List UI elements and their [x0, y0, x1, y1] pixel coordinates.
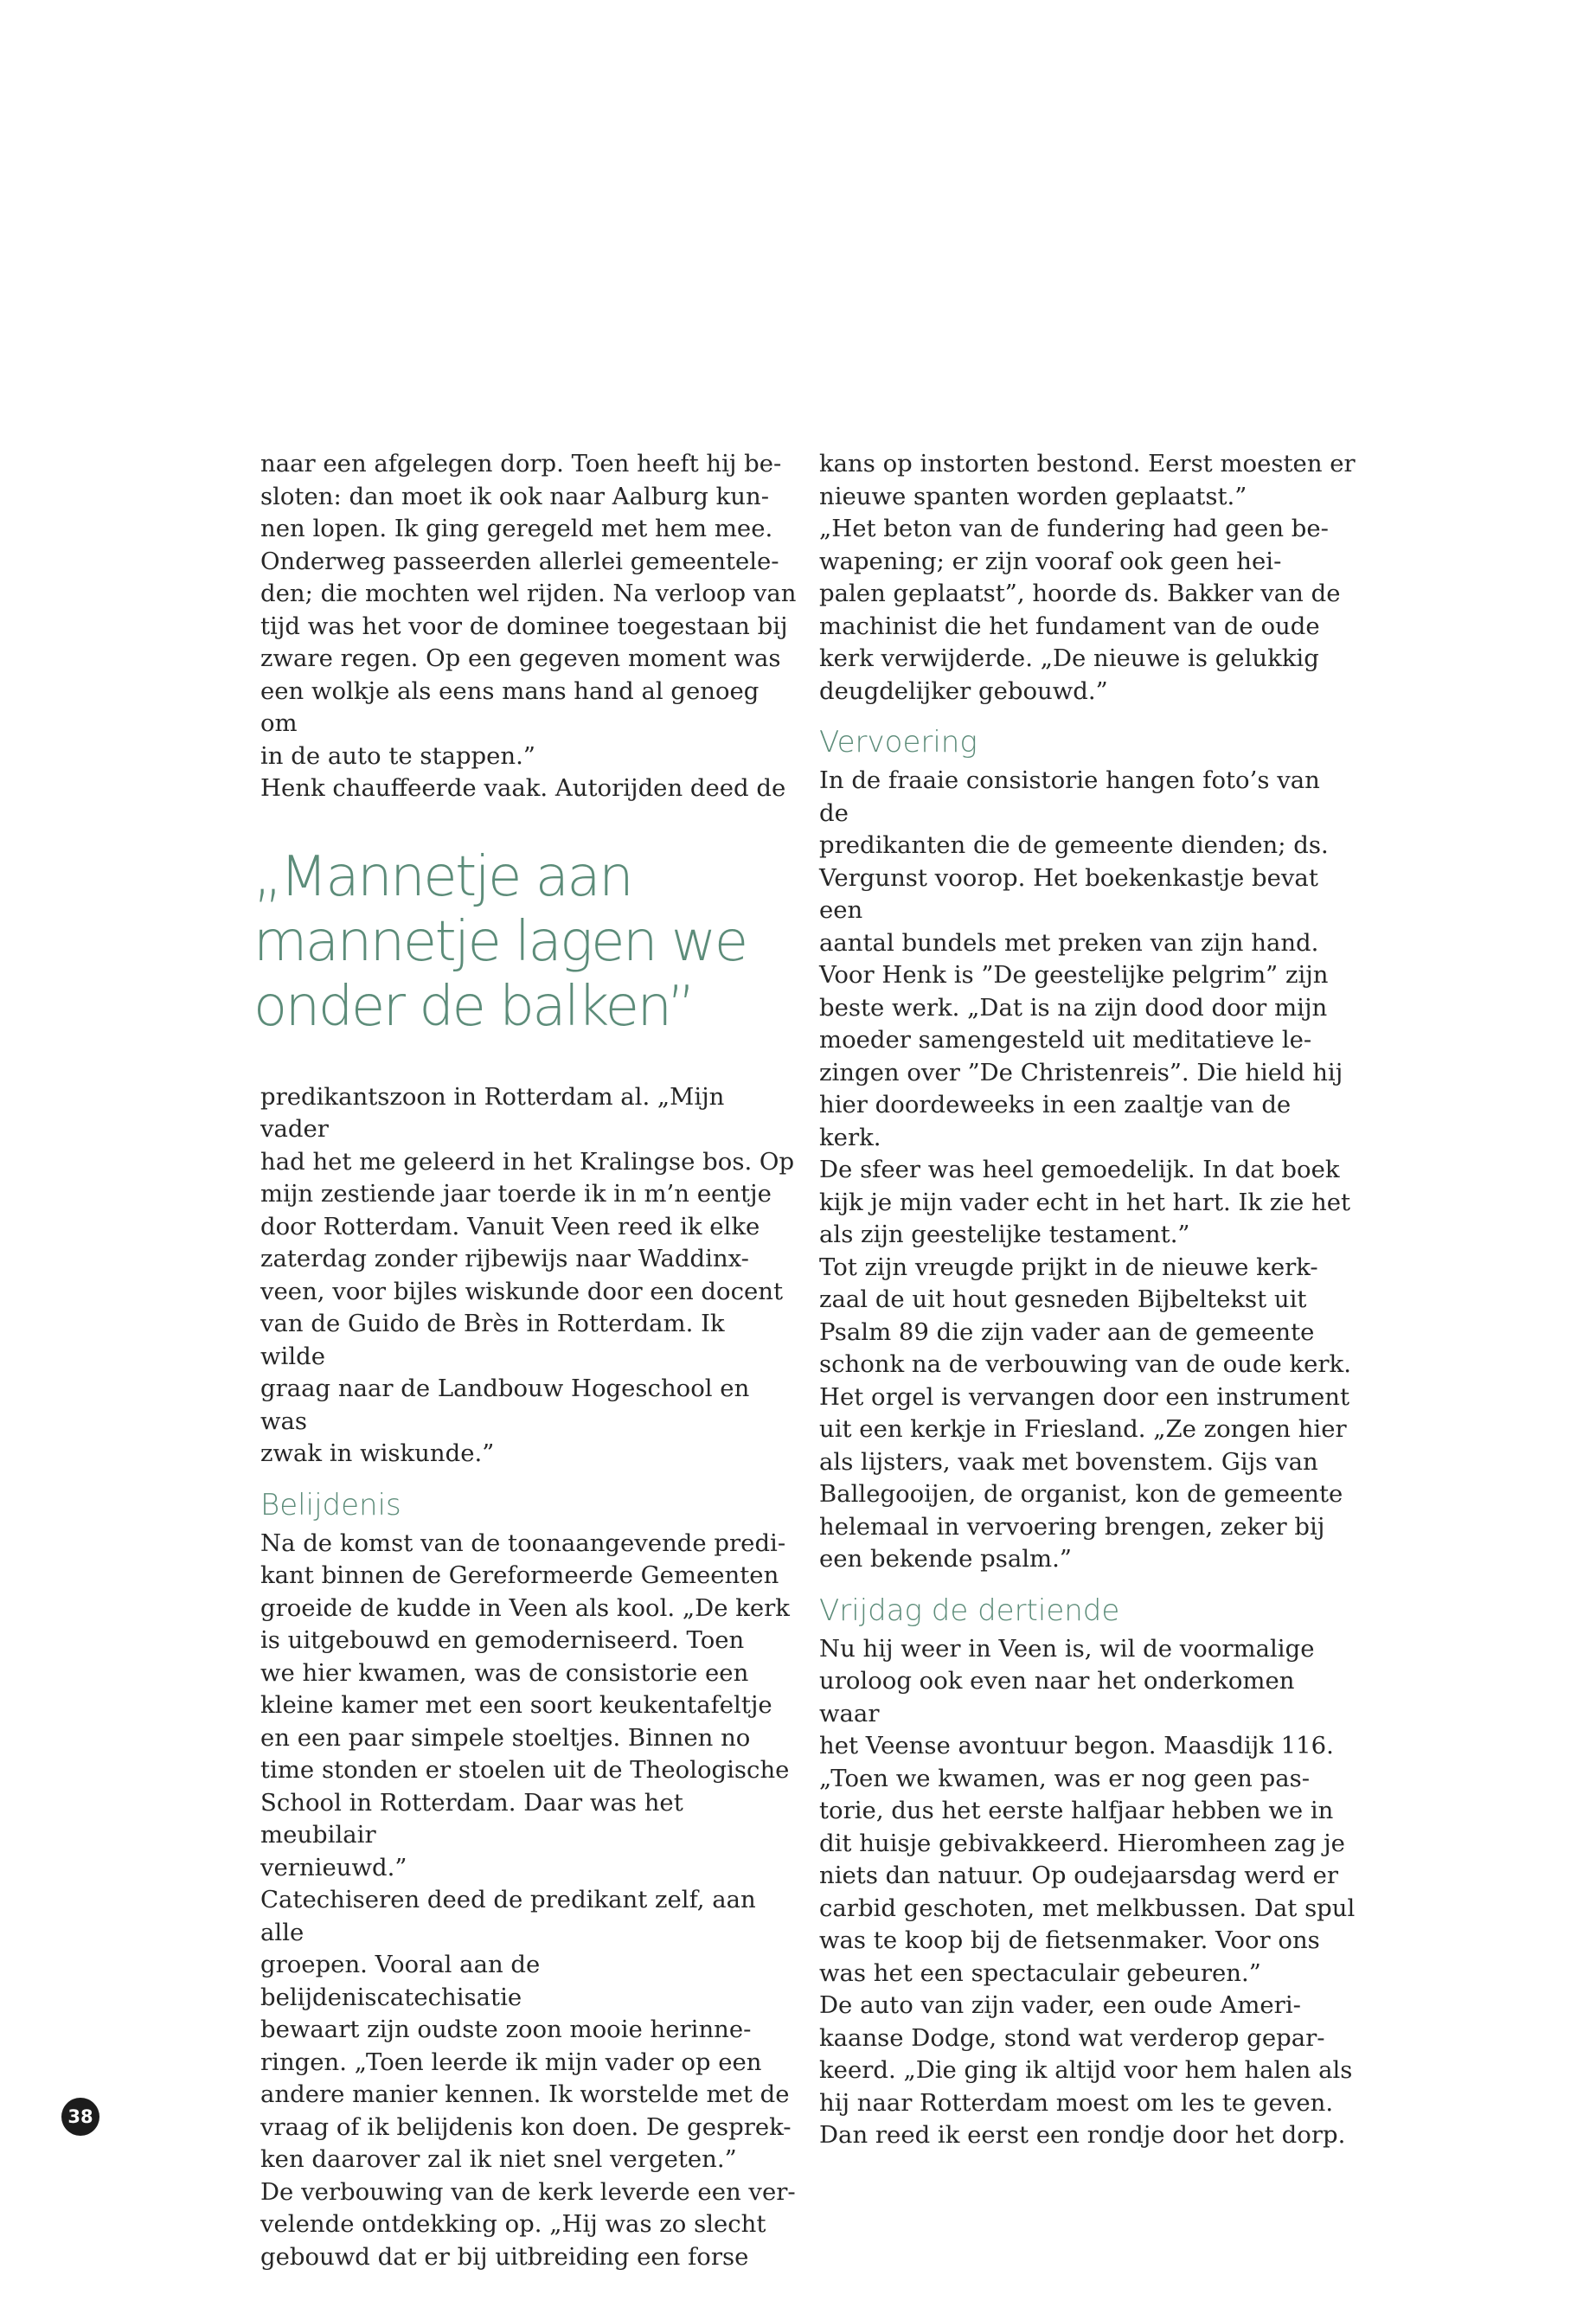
section-heading-vrijdag-de-dertiende: Vrijdag de dertiende: [819, 1593, 1120, 1628]
page-number-badge: 38: [61, 2098, 99, 2136]
left-column: [253, 448, 797, 2273]
right-paragraph-1: kans op instorten bestond. Eerst moesten er nieuwe spanten worden geplaatst.” „Het beton van de fundering had geen be- wapening; er zijn vooraf ook geen hei- palen geplaatst”, hoorde ds. Bakker van de machinist die het fundament van de oude kerk verwijderde. „De nieuwe is gelukkig deugdelijker gebouwd.”: [819, 450, 1356, 705]
right-paragraph-2: In de fraaie consistorie hangen foto’s van de predikanten die de gemeente dienden; ds. Vergunst voorop. Het boekenkastje bevat een aantal bundels met preken van zijn hand. Voor Henk is ”De geestelijke pelgrim” zijn beste werk. „Dat is na zijn dood door mijn moeder samengesteld uit meditatieve le- zingen over ”De Christenreis”. Die hield hij hier doordeweeks in een zaaltje van de kerk. De sfeer was heel gemoedelijk. In dat boek kijk je mijn vader echt in het hart. Ik zie het als zijn geestelijke testament.” Tot zijn vreugde prijkt in de nieuwe kerk- zaal de uit hout gesneden Bijbeltekst uit Psalm 89 die zijn vader aan de gemeente schonk na de verbouwing van de oude kerk. Het orgel is vervangen door een instrument uit een kerkje in Friesland. „Ze zongen hier als lijsters, vaak met bovenstem. Gijs van Ballegooijen, de organist, kon de gemeente helemaal in vervoering brengen, zeker bij een bekende psalm.”: [819, 766, 1351, 1573]
left-paragraph-3: Na de komst van de toonaangevende predi- kant binnen de Gereformeerde Gemeenten groeide de kudde in Veen als kool. „De kerk is uitgebouwd en gemoderniseerd. Toen we hier kwamen, was de consistorie een kleine kamer met een soort keukentafeltje en een paar simpele stoeltjes. Binnen no time stonden er stoelen uit de Theologische School in Rotterdam. Daar was het meubilair vernieuwd.” Catechiseren deed de predikant zelf, aan alle groepen. Vooral aan de belijdeniscatechisatie bewaart zijn oudste zoon mooie herinne- ringen. „Toen leerde ik mijn vader op een andere manier kennen. Ik worstelde met de vraag of ik belijdenis kon doen. De gesprek- ken daarover zal ik niet snel vergeten.” De verbouwing van de kerk leverde een ver- velende ontdekking op. „Hij was zo slecht gebouwd dat er bij uitbreiding een forse: [260, 1529, 796, 2271]
section-heading-vervoering: Vervoering: [819, 725, 977, 760]
left-paragraph-2: predikantszoon in Rotterdam al. „Mijn vader had het me geleerd in het Kralingse bos. Op mijn zestiende jaar toerde ik in m’n eentje door Rotterdam. Vanuit Veen reed ik elke zaterdag zonder rijbewijs naar Waddinx- veen, voor bijles wiskunde door een docent van de Guido de Brès in Rotterdam. Ik wilde graag naar de Landbouw Hogeschool en was zwak in wiskunde.”: [260, 1082, 795, 1467]
right-column: [819, 448, 1356, 2152]
pull-quote: „Mannetje aan mannetje lagen we onder de balken”: [253, 844, 747, 1039]
right-paragraph-3: Nu hij weer in Veen is, wil de voormalige uroloog ook even naar het onderkomen waar het Veense avontuur begon. Maasdijk 116. „Toen we kwamen, was er nog geen pas- torie, dus het eerste halfjaar hebben we in dit huisje gebivakkeerd. Hieromheen zag je niets dan natuur. Op oudejaarsdag werd er carbid geschoten, met melkbussen. Dat spul was te koop bij de fietsenmaker. Voor ons was het een spectaculair gebeuren.” De auto van zijn vader, een oude Ameri- kaanse Dodge, stond wat verderop gepar- keerd. „Die ging ik altijd voor hem halen als hij naar Rotterdam moest om les te geven. Dan reed ik eerst een rondje door het dorp.: [819, 1634, 1356, 2149]
left-paragraph-1: naar een afgelegen dorp. Toen heeft hij be- sloten: dan moet ik ook naar Aalburg kun- nen lopen. Ik ging geregeld met hem mee. Onderweg passeerden allerlei gemeentele- den; die mochten wel rijden. Na verloop van tijd was het voor de dominee toegestaan bij zware regen. Op een gegeven moment was een wolkje als eens mans hand al genoeg om in de auto te stappen.” Henk chauffeerde vaak. Autorijden deed de: [260, 450, 797, 802]
section-heading-belijdenis: Belijdenis: [260, 1487, 401, 1522]
